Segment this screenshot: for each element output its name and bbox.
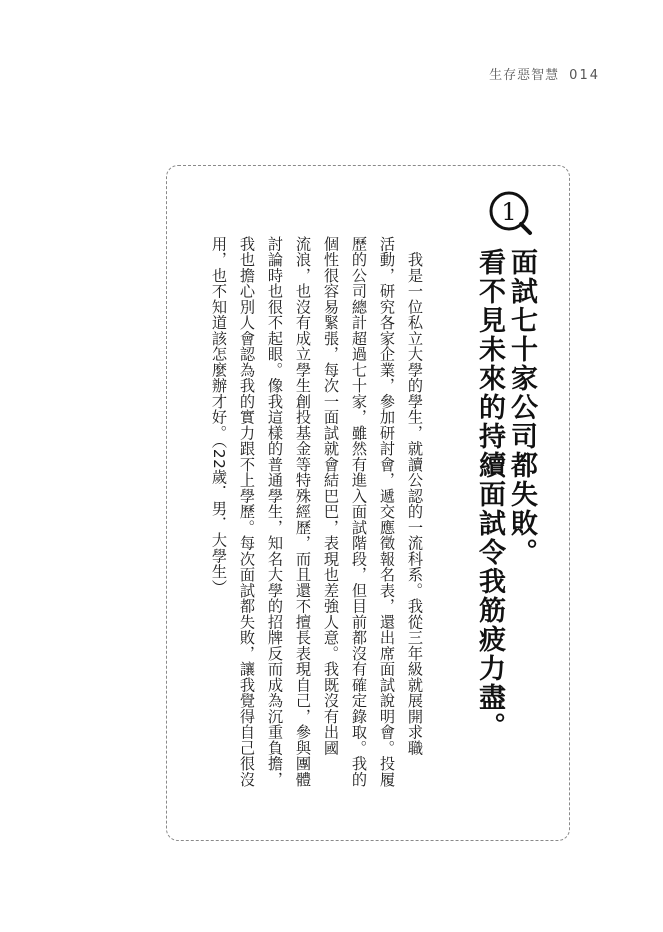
body-text-line: 流浪，也沒有成立學生創投基金等特殊經歷，而且還不擅長表現自己，參與團體 <box>294 236 312 788</box>
question-title-line-2: 看不見未來的持續面試令我筋疲力盡。 <box>474 248 505 741</box>
question-title-line-1: 面試七十家公司都失敗。 <box>506 248 537 567</box>
body-text-line: 我也擔心別人會認為我的實力跟不上學歷。每次面試都失敗，讓我覺得自己很沒 <box>238 236 256 788</box>
running-header <box>440 64 600 83</box>
page-number: 014 <box>569 68 600 83</box>
body-text-line: 個性很容易緊張，每次一面試就會結巴巴，表現也差強人意。我既沒有出國 <box>322 236 340 756</box>
circle-number-icon <box>488 190 536 238</box>
body-text-line: 活動，研究各家企業，參加研討會，遞交應徵報名表，還出席面試說明會。投履 <box>378 236 396 788</box>
question-number: 1 <box>501 198 517 226</box>
body-text-line: 用，也不知道該怎麼辦才好。（22歲．男．大學生） <box>210 236 228 596</box>
body-text-line: 我是一位私立大學的學生，就讀公認的一流科系。我從三年級就展開求職 <box>406 236 424 756</box>
question-number-badge <box>488 190 530 232</box>
book-title: 生存惡智慧 <box>489 68 560 83</box>
body-text-line: 討論時也很不起眼。像我這樣的普通學生，知名大學的招牌反而成為沉重負擔， <box>266 236 284 788</box>
body-text-line: 歷的公司總計超過七十家，雖然有進入面試階段，但目前都沒有確定錄取。我的 <box>350 236 368 788</box>
